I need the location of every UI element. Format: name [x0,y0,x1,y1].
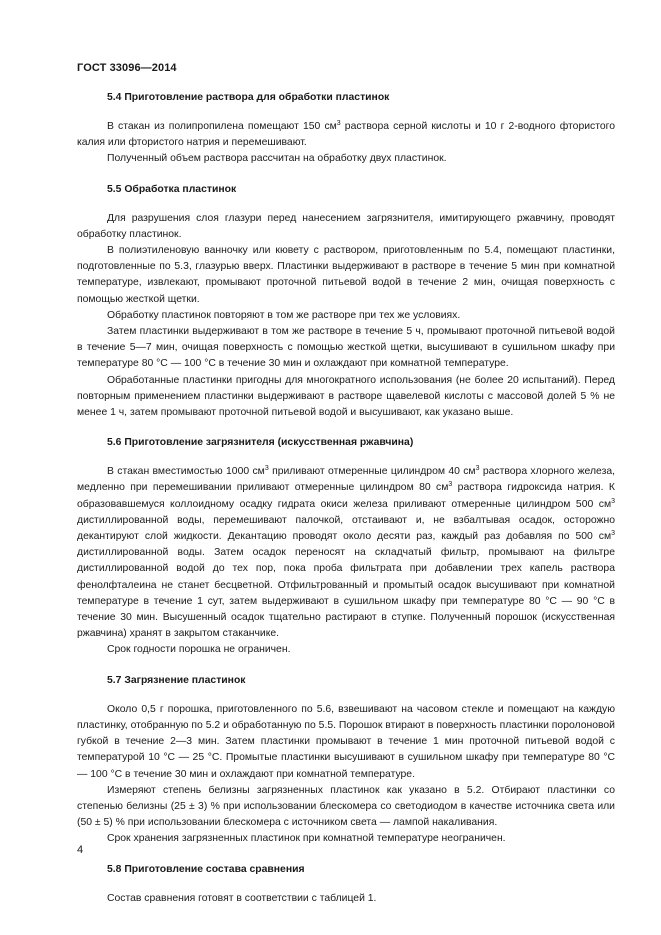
text-run: Обработку пластинок повторяют в том же растворе при тех же условиях. [107,309,461,321]
paragraph [77,831,615,847]
text-run: Полученный объем раствора рассчитан на обработку двух пластинок. [107,153,447,165]
superscript: 3 [264,465,269,473]
text-run: Срок хранения загрязненных пластинок при комнатной температуре неограничен. [107,833,506,845]
page-number: 4 [77,844,84,856]
paragraph [77,211,615,243]
paragraph [77,324,615,373]
text-run: дистиллированной воды. Затем осадок переносят на складчатый фильтр, промывают на фильтре дистиллированной водой до тех пор, пока проба фильтрата при добавлении трех капель раствора фенолфталеина не станет бесцветной. Отфильтрованный и промытый осадок высушивают при комнатной температуре в течение 1 сут, затем выдерживают в сушильном шкафу при температуре 80 °С — 90 °С в течение 30 мин. Высушенный осадок тщательно растирают в ступке. Полученный порошок (искусственная ржавчина) хранят в закрытом стаканчике. [77,547,615,640]
text-run: Срок годности порошка не ограничен. [107,644,291,656]
text-run: Состав сравнения готовят в соответствии с таблицей 1. [107,892,377,904]
document-header: ГОСТ 33096—2014 [77,62,177,74]
text-run: В стакан из полипропилена помещают 150 см [107,121,337,132]
text-run: Затем пластинки выдерживают в том же растворе в течение 5 ч, промывают проточной питьевой водой в течение 5—7 мин, очищая поверхность с помощью жесткой щетки, высушивают в сушильном шкафу при температуре 80 °С — 100 °С в течение 30 мин и охлаждают при комнатной температуре. [77,326,615,370]
section-3 [77,435,615,658]
paragraph [77,702,615,783]
paragraph [77,464,615,642]
paragraph [77,891,615,907]
superscript: 3 [448,481,453,489]
section-heading: 5.5 Обработка пластинок [107,183,237,195]
section-5 [77,862,615,907]
paragraph [77,151,615,167]
superscript: 3 [475,465,480,473]
document-body [77,90,615,907]
text-run: Обработанные пластинки пригодны для многократного использования (не более 20 испытаний). Перед повторным применением пластинки выдерживают в растворе щавелевой кислоты с массовой долей 5 % не менее 1 ч, затем промывают проточной питьевой водой и высушивают, как указано выше. [77,374,615,419]
section-1 [77,90,615,168]
section-heading: 5.4 Приготовление раствора для обработки пластинок [107,92,390,103]
section-heading: 5.8 Приготовление состава сравнения [107,863,305,875]
text-run: раствора гидроксида натрия. К образовавшемуся коллоидному осадку гидрата окиси железа приливают отмеренные цилиндром 500 см [77,482,615,510]
text-run: В полиэтиленовую ванночку или кювету с раствором, приготовленным по 5.4, помещают пластинки, подготовленные по 5.3, глазурью вверх. Пластинки выдерживают в растворе в течение 5 мин при комнатной температуре, извлекают, промывают проточной питьевой водой в течение 2 мин, очищая поверхность с помощью жесткой щетки. [77,245,615,305]
section-heading: 5.7 Загрязнение пластинок [107,674,246,686]
section-heading: 5.6 Приготовление загрязнителя (искусственная ржавчина) [107,437,414,449]
text-run: Около 0,5 г порошка, приготовленного по 5.6, взвешивают на часовом стекле и помещают на каждую пластинку, отобранную по 5.2 и обработанную по 5.5. Порошок втирают в поверхность пластинки поролоновой губкой в течение 2—3 мин. Затем пластинки промывают в течение 1 мин проточной питьевой водой с температурой 10 °С — 25 °С. Промытые пластинки высушивают в сушильном шкафу при температуре 80 °С — 100 °С в течение 30 мин и охлаждают при комнатной температуре. [77,703,615,780]
superscript: 3 [336,120,341,127]
superscript: 3 [611,530,615,538]
text-run: раствора серной кислоты и 10 г 2-водного фтористого калия или фтористого натрия и перемешивают. [77,121,615,149]
superscript: 3 [611,497,615,505]
text-run: Для разрушения слоя глазури перед нанесением загрязнителя, имитирующего ржавчину, проводят обработку пластинок. [77,212,615,240]
paragraph [77,642,615,658]
paragraph [77,373,615,422]
paragraph [77,243,615,308]
text-run: раствора хлорного железа, медленно при перемешивании приливают отмеренные цилиндром 80 см [77,466,615,494]
text-run: В стакан вместимостью 1000 см [107,466,265,478]
paragraph [77,308,615,324]
text-run: приливают отмеренные цилиндром 40 см [268,466,476,478]
section-4 [77,673,615,848]
text-run: Измеряют степень белизны загрязненных пластинок как указано в 5.2. Отбирают пластинки со степенью белизны (25 ± 3) % при использовании блескомера со светодиодом в качестве источника света или (50 ± 5) % при использовании блескомера с источником света — лампой накаливания. [77,784,615,829]
text-run: дистиллированной воды, перемешивают палочкой, отстаивают и, не взбалтывая осадок, осторожно декантируют слой жидкости. Декантацию проводят около десяти раз, каждый раз добавляя по 500 см [77,514,615,543]
paragraph [77,783,615,832]
paragraph [77,119,615,151]
section-2 [77,182,615,422]
